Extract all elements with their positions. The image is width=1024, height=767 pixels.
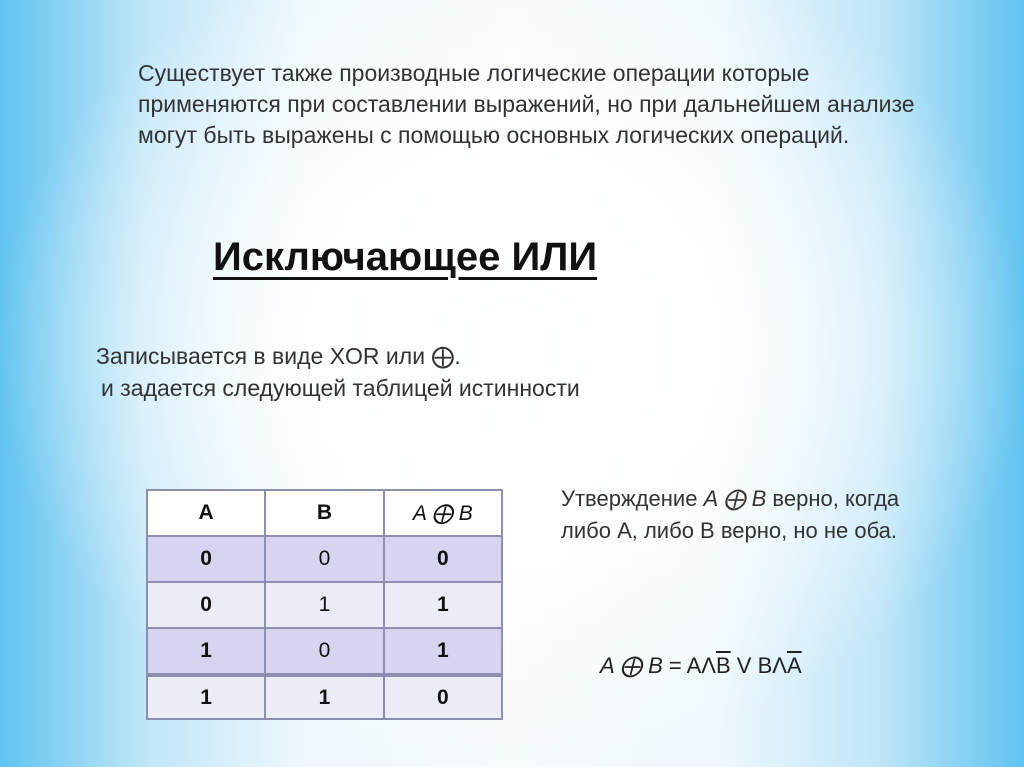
- cell-a: 0: [147, 582, 265, 628]
- cell-b: 1: [265, 675, 383, 719]
- truth-table: [146, 489, 503, 720]
- cell-b: 0: [265, 536, 383, 582]
- table-row: [147, 536, 502, 582]
- table-row: [147, 582, 502, 628]
- table-header-row: [147, 490, 502, 536]
- statement-prefix: Утверждение: [561, 486, 704, 511]
- cell-result: 0: [384, 536, 502, 582]
- cell-a: 0: [147, 536, 265, 582]
- cell-result: 0: [384, 675, 502, 719]
- cell-a: 1: [147, 675, 265, 719]
- cell-result: 1: [384, 582, 502, 628]
- formula-middle: = AΛ: [662, 653, 716, 678]
- header-b: B: [265, 490, 383, 536]
- header-a: A: [147, 490, 265, 536]
- xor-formula: [600, 653, 802, 679]
- intro-paragraph: Существует также производные логические операции которые применяются при составлении выражений, но при дальнейшем анализе могут быть выражены с помощью основных логических операций.: [138, 60, 915, 148]
- table-row: [147, 628, 502, 675]
- xor-description: [96, 340, 580, 404]
- formula-or: V BΛ: [730, 653, 787, 678]
- description-line-2: и задается следующей таблицей истинности: [101, 375, 580, 401]
- formula-not-a: $\overline{A}$: [786, 653, 802, 678]
- description-line-1: Записывается в виде XOR или ⨁.: [96, 343, 461, 369]
- formula-left: A ⨁ B: [600, 653, 663, 678]
- statement-suffix: верно, когда либо А, либо В верно, но не оба.: [561, 486, 900, 543]
- header-a-xor-b: A ⨁ B: [384, 490, 502, 536]
- statement-expression: A ⨁ B: [703, 486, 767, 511]
- cell-a: 1: [147, 628, 265, 675]
- cell-b: 0: [265, 628, 383, 675]
- cell-result: 1: [384, 628, 502, 675]
- formula-not-b: $\overline{B}$: [716, 653, 731, 678]
- xor-statement: [561, 483, 951, 547]
- page-title: Исключающее ИЛИ: [213, 235, 598, 279]
- cell-b: 1: [265, 582, 383, 628]
- table-row: [147, 675, 502, 719]
